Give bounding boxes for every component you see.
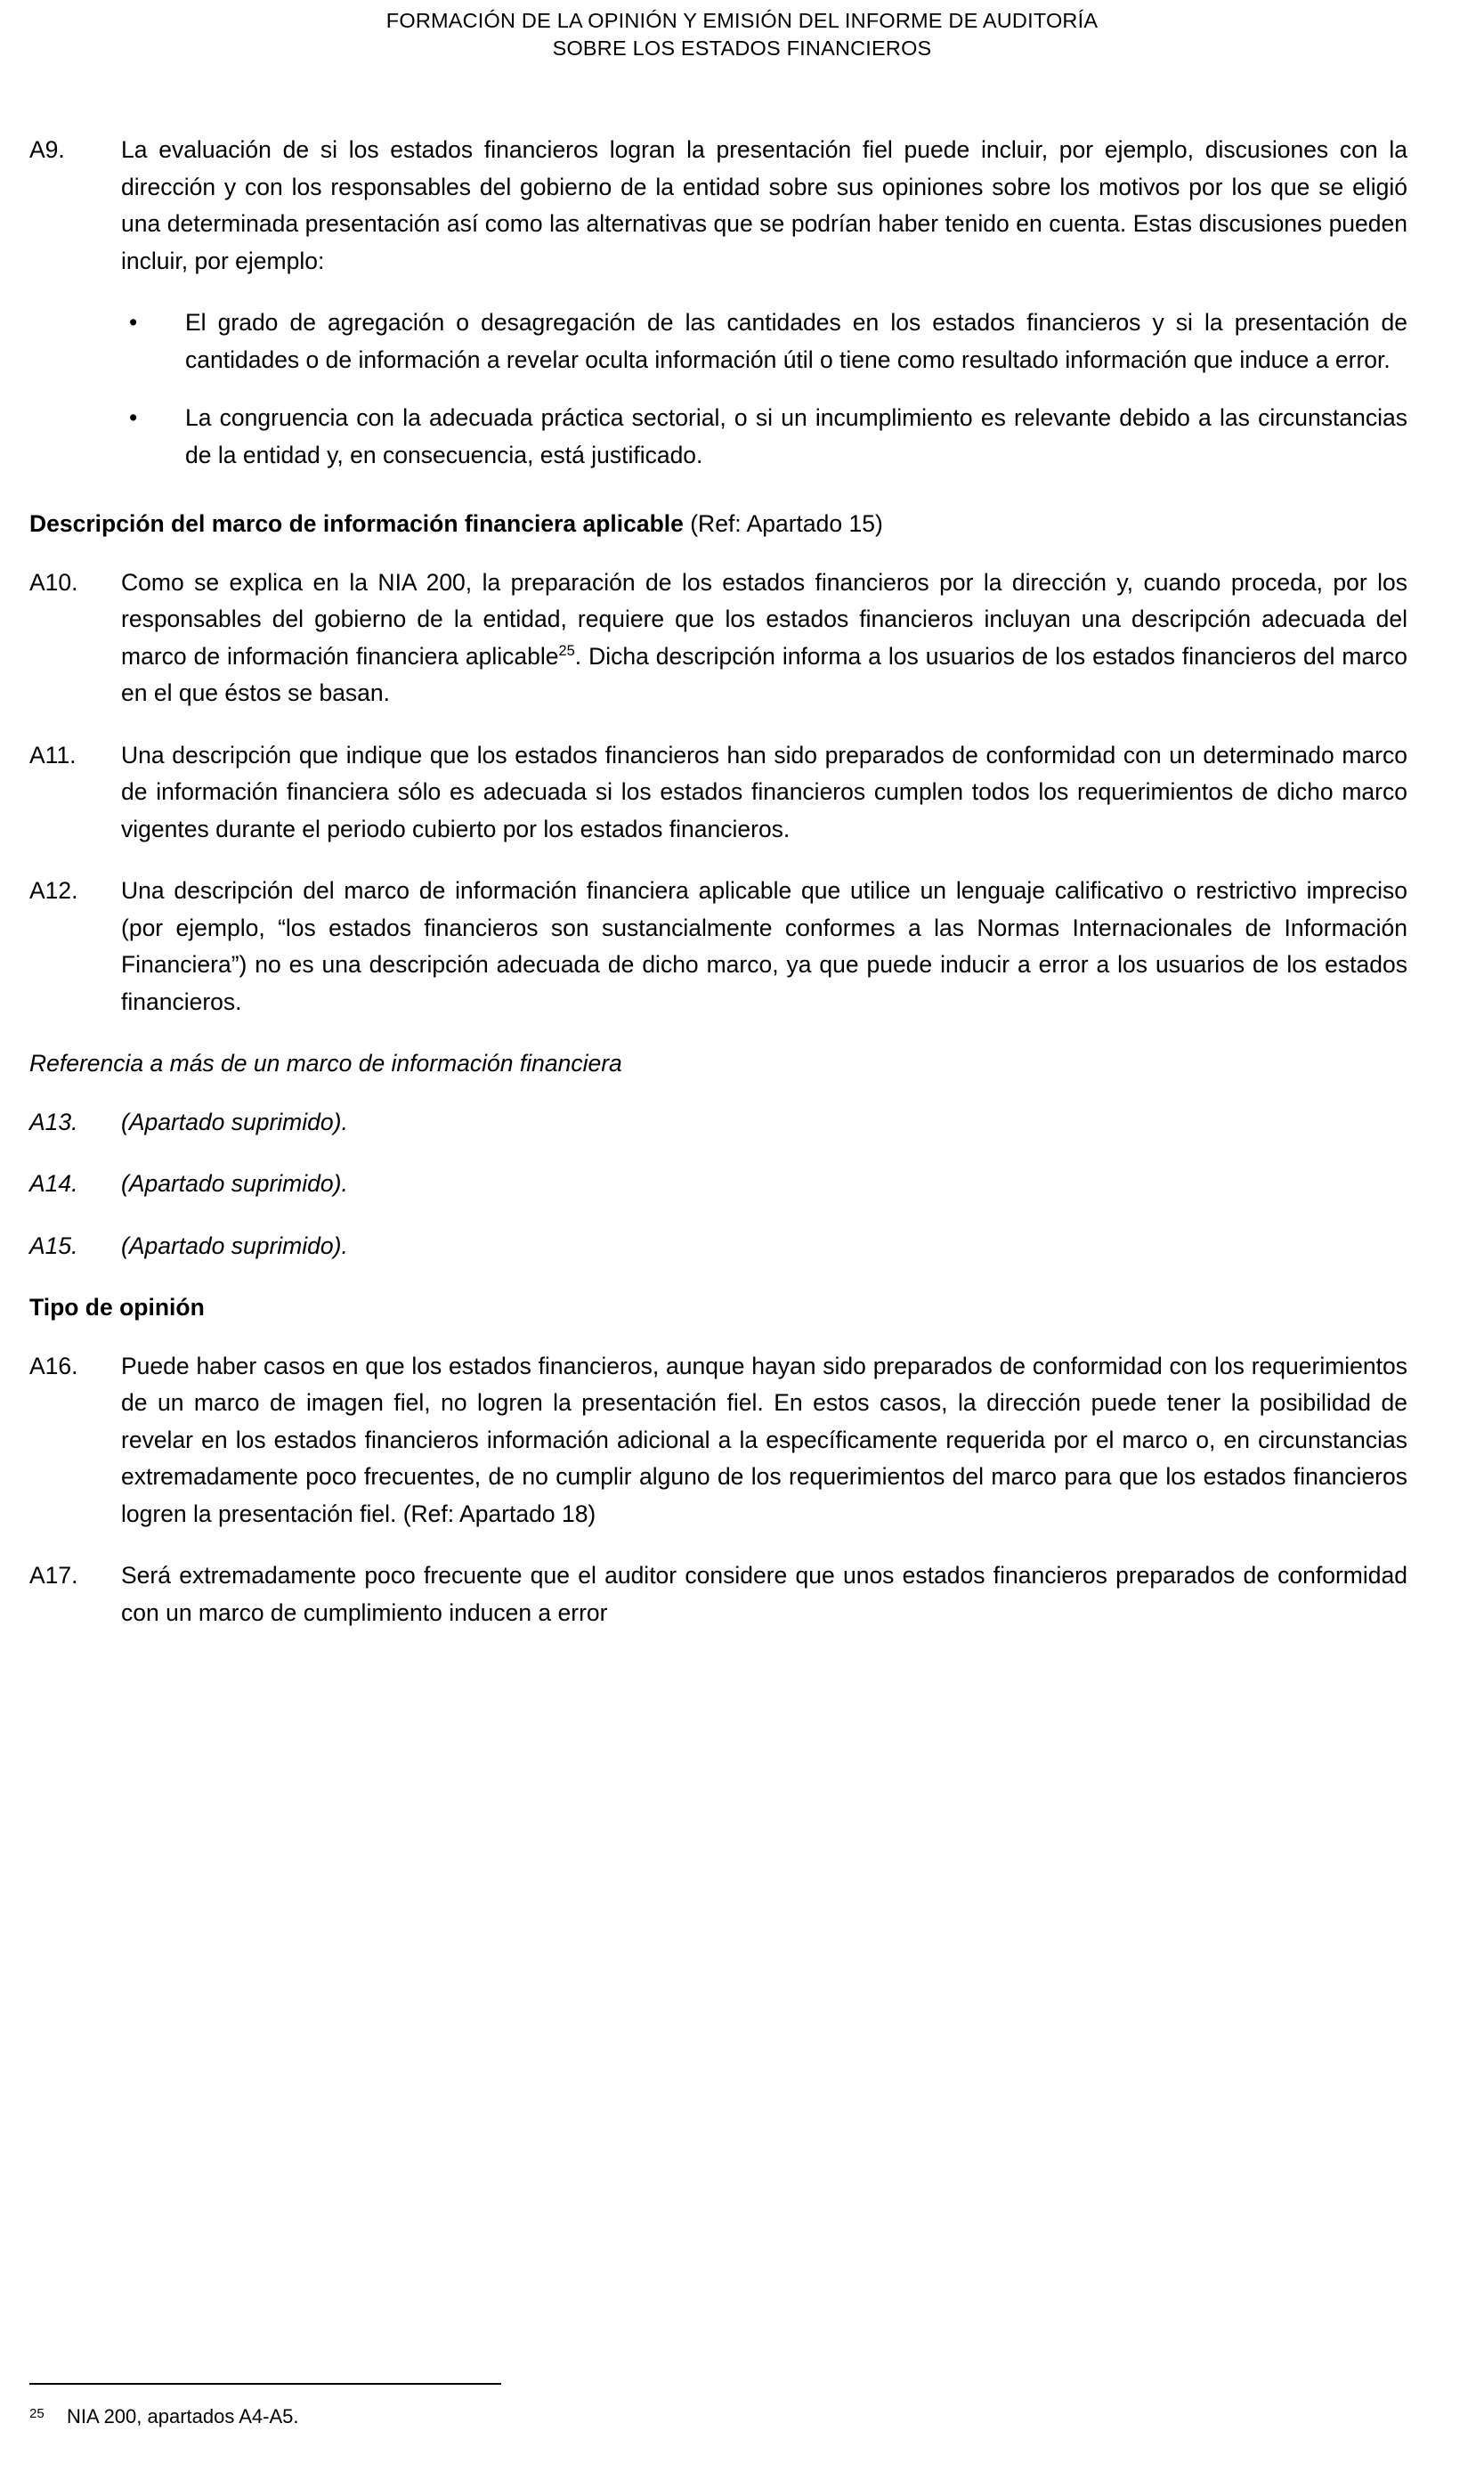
list-item xyxy=(29,305,1407,378)
subsection-heading-referencia: Referencia a más de un marco de información financiera xyxy=(29,1050,622,1077)
paragraph-text-a10 xyxy=(121,565,1407,712)
spacer xyxy=(29,497,1407,506)
header-line-2: SOBRE LOS ESTADOS FINANCIEROS xyxy=(552,37,932,60)
paragraph-number-a10: A10. xyxy=(29,568,78,596)
paragraph-text-a15: (Apartado suprimido). xyxy=(121,1232,348,1259)
section-heading-reference: (Ref: Apartado 15) xyxy=(683,510,883,537)
paragraph-text-a13: (Apartado suprimido). xyxy=(121,1108,348,1135)
paragraph-number-a16: A16. xyxy=(29,1352,78,1379)
page-running-header xyxy=(0,7,1484,62)
list-item-text: La congruencia con la adecuada práctica sectorial, o si un incumplimiento es relevante debido a las circunstancias de la entidad y, en consecuencia, está justificado. xyxy=(185,404,1407,468)
footnote-reference-marker[interactable]: 25 xyxy=(558,642,575,659)
paragraph-a16 xyxy=(29,1348,1407,1533)
section-heading-descripcion-marco xyxy=(29,506,1407,543)
paragraph-a15 xyxy=(29,1228,1407,1265)
header-line-1: FORMACIÓN DE LA OPINIÓN Y EMISIÓN DEL INFORME DE AUDITORÍA xyxy=(385,9,1099,32)
section-heading-tipo-opinion: Tipo de opinión xyxy=(29,1294,205,1321)
paragraph-a14 xyxy=(29,1166,1407,1203)
document-body xyxy=(29,132,1407,1656)
paragraph-number-a12: A12. xyxy=(29,877,78,904)
paragraph-a11 xyxy=(29,737,1407,849)
paragraph-a12 xyxy=(29,873,1407,1021)
list-item-text: El grado de agregación o desagregación de las cantidades en los estados financieros y si la presentación de cantidades o de información a revelar oculta información útil o tiene como resultado información que induce a error. xyxy=(185,309,1407,373)
paragraph-a9 xyxy=(29,132,1407,280)
paragraph-a10-text-before-ref: Como se explica en la NIA 200, la preparación de los estados financieros por la dirección y, cuando proceda, por los responsables del gobierno de la entidad, requiere que los estados financieros incluyan una descripción adecuada del marco de información financiera aplicable xyxy=(121,568,1407,670)
list-item xyxy=(29,400,1407,474)
paragraph-a10 xyxy=(29,565,1407,712)
paragraph-a13 xyxy=(29,1104,1407,1142)
paragraph-text-a11: Una descripción que indique que los estados financieros han sido preparados de conformidad con un determinado marco de información financiera sólo es adecuada si los estados financieros cumplen todos los requerimientos de dicho marco vigentes durante el periodo cubierto por los estados financieros. xyxy=(121,741,1407,842)
bullet-marker-icon: • xyxy=(129,309,138,336)
paragraph-a10-text-after-ref: . Dicha descripción informa a los usuarios de los estados financieros del marco en el que éstos se basan. xyxy=(121,642,1407,706)
paragraph-number-a11: A11. xyxy=(29,741,77,768)
paragraph-number-a15: A15. xyxy=(29,1232,78,1259)
paragraph-number-a17: A17. xyxy=(29,1562,78,1589)
paragraph-text-a17: Será extremadamente poco frecuente que el auditor considere que unos estados financieros preparados de conformidad con un marco de cumplimiento inducen a error xyxy=(121,1562,1407,1626)
footnote-marker: 25 xyxy=(29,2406,45,2421)
paragraph-text-a16: Puede haber casos en que los estados financieros, aunque hayan sido preparados de conformidad con los requerimientos de un marco de imagen fiel, no logren la presentación fiel. En estos casos, la dirección puede tener la posibilidad de revelar en los estados financieros información adicional a la específicamente requerida por el marco o, en circunstancias extremadamente poco frecuentes, de no cumplir alguno de los requerimientos del marco para que los estados financieros logren la presentación fiel. (Ref: Apartado 18) xyxy=(121,1352,1407,1527)
bullet-marker-icon: • xyxy=(129,404,138,431)
footnote-text: NIA 200, apartados A4-A5. xyxy=(67,2405,299,2427)
paragraph-number-a13: A13. xyxy=(29,1108,78,1135)
paragraph-text-a14: (Apartado suprimido). xyxy=(121,1170,348,1197)
paragraph-a17 xyxy=(29,1557,1407,1631)
footnote-area xyxy=(29,2383,1407,2431)
paragraph-number-a9: A9. xyxy=(29,136,65,163)
bullet-list xyxy=(29,305,1407,474)
paragraph-text-a9: La evaluación de si los estados financieros logran la presentación fiel puede incluir, por ejemplo, discusiones con la dirección y con los responsables del gobierno de la entidad sobre sus opiniones sobre los motivos por los que se eligió una determinada presentación así como las alternativas que se podrían haber tenido en cuenta. Estas discusiones pueden incluir, por ejemplo: xyxy=(121,136,1407,274)
paragraph-number-a14: A14. xyxy=(29,1170,78,1197)
footnote-item xyxy=(29,2403,1407,2431)
footnote-separator xyxy=(29,2383,501,2385)
paragraph-text-a12: Una descripción del marco de información financiera aplicable que utilice un lenguaje calificativo o restrictivo impreciso (por ejemplo, “los estados financieros son sustancialmente conformes a las Normas Internacionales de Información Financiera”) no es una descripción adecuada de dicho marco, ya que puede inducir a error a los usuarios de los estados financieros. xyxy=(121,877,1407,1015)
section-heading-text: Descripción del marco de información financiera aplicable xyxy=(29,510,684,537)
